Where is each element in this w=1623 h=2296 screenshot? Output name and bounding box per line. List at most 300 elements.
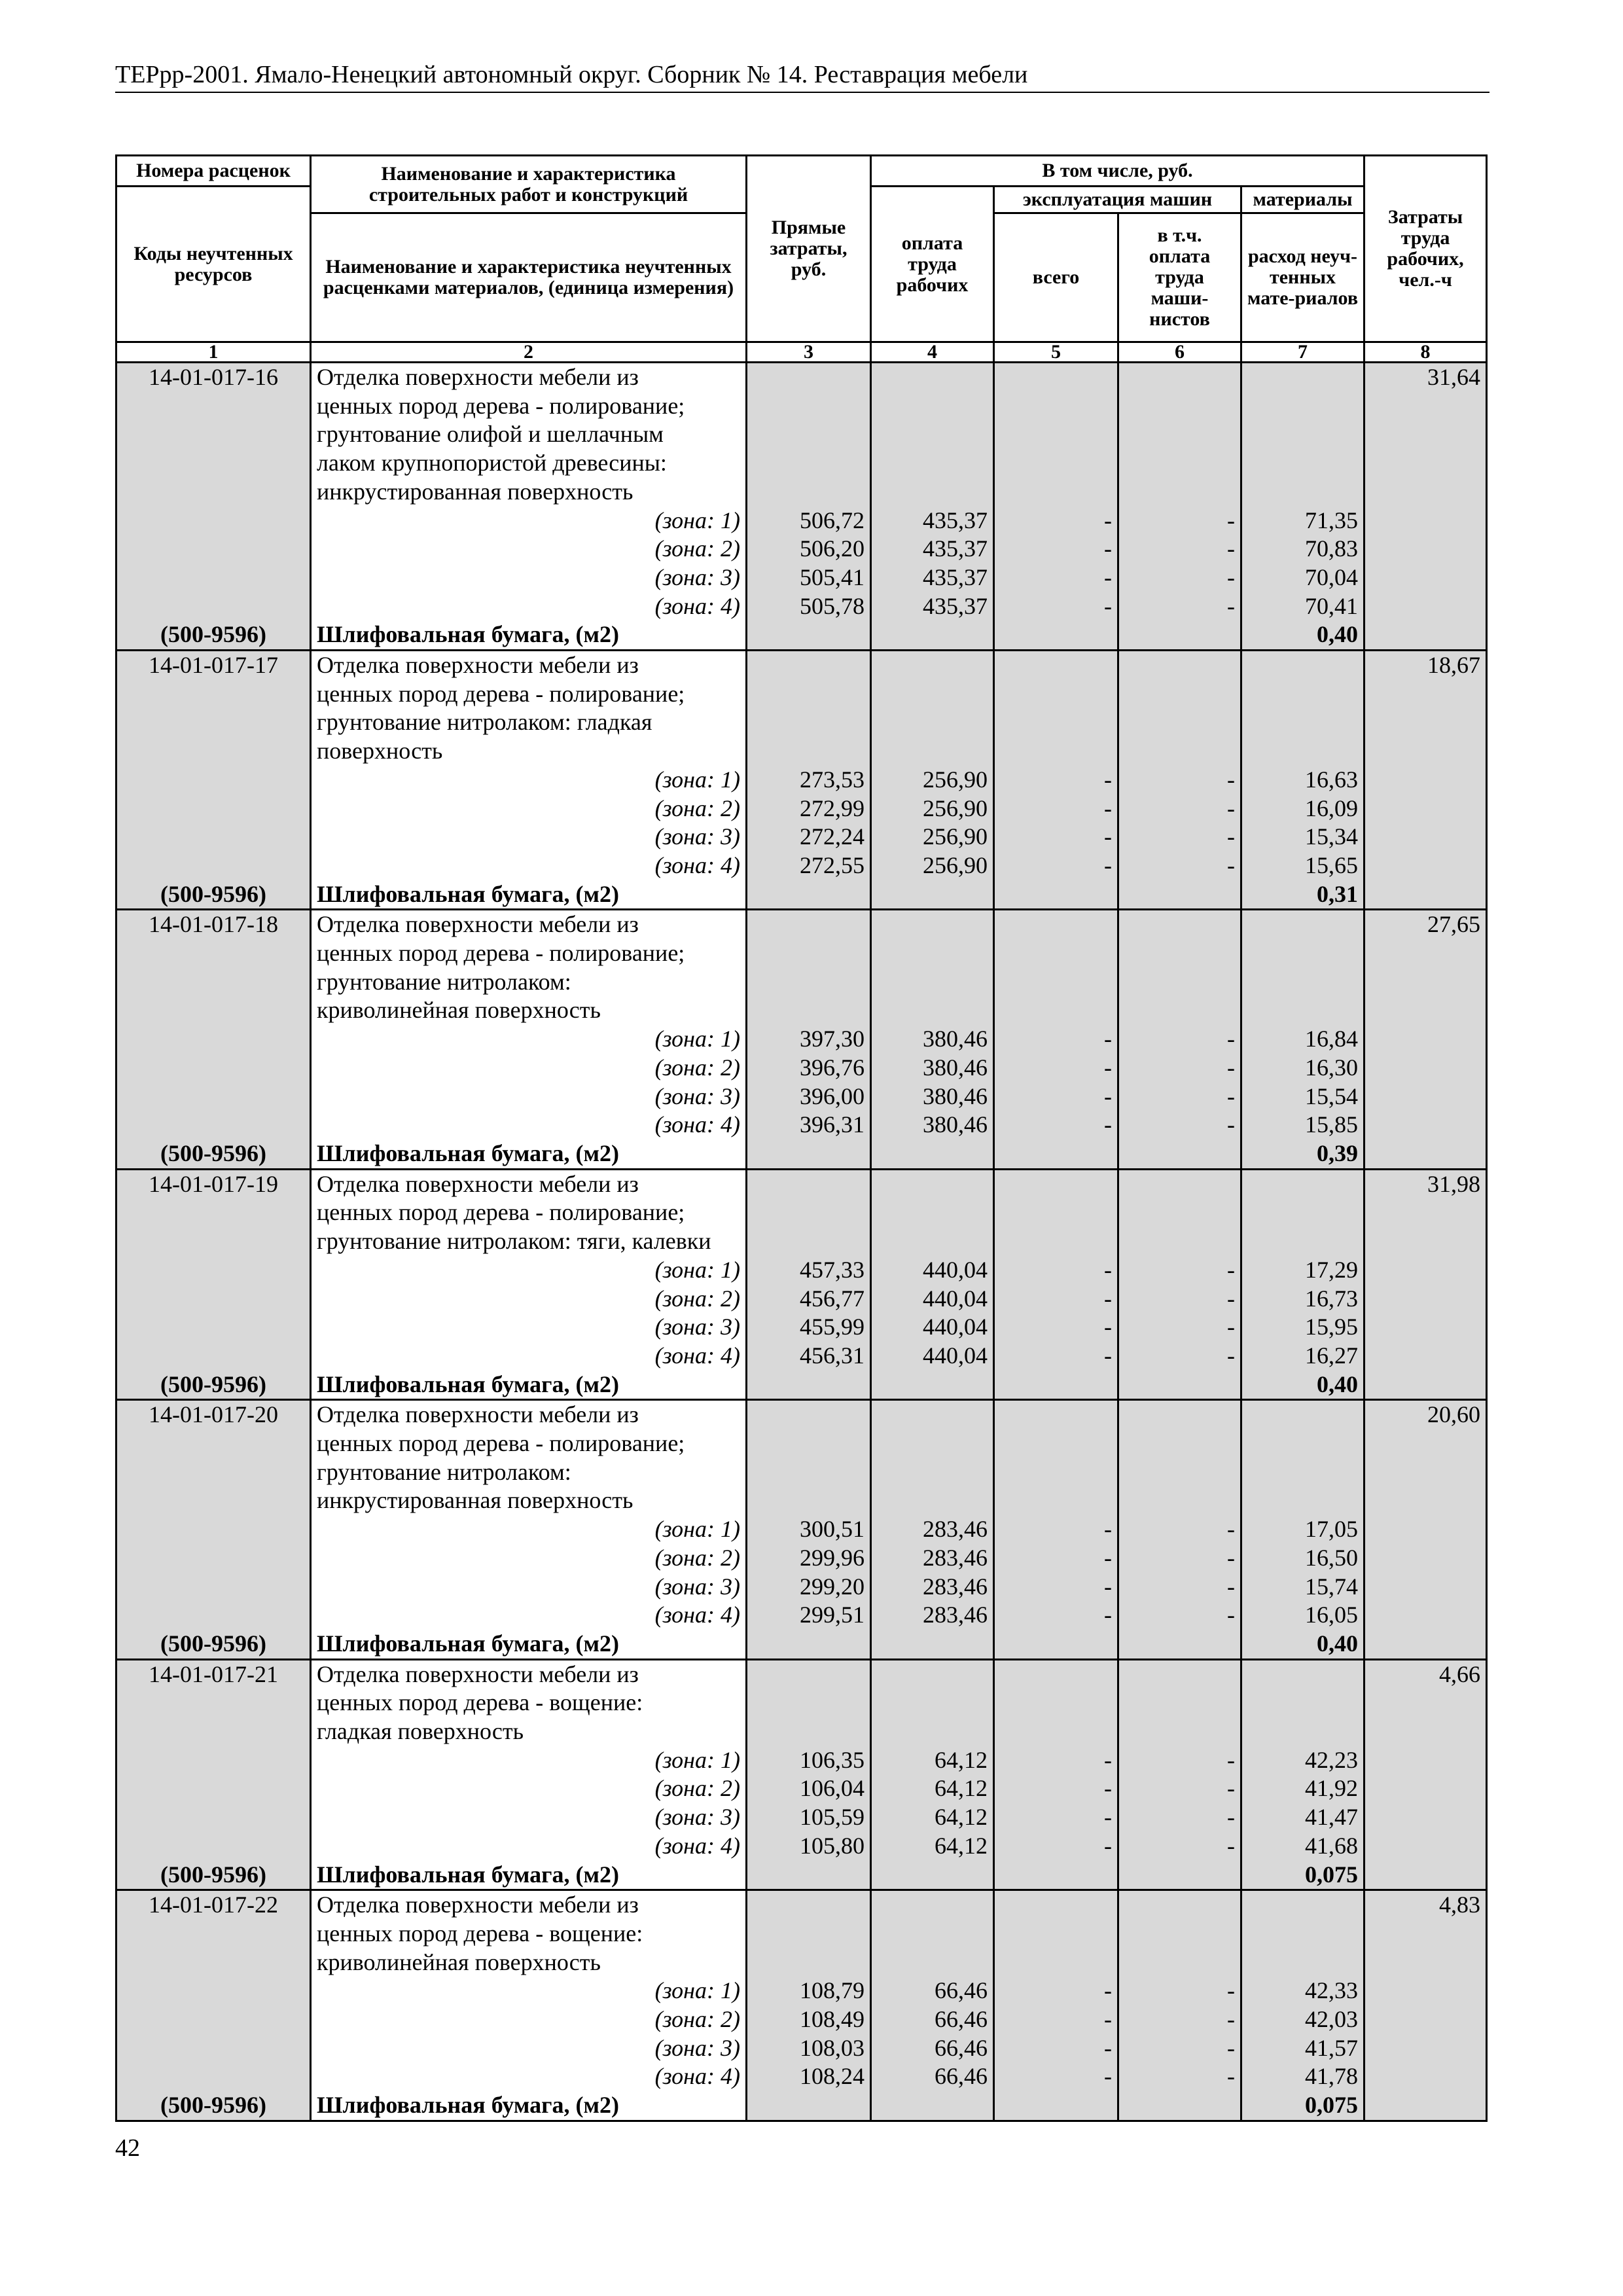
zone-label: (зона: 1) xyxy=(654,1977,740,2004)
rate-code-cell xyxy=(116,363,311,651)
direct-costs-value-cell xyxy=(747,651,871,910)
header-unaccounted-materials: расход неуч-тенных мате-риалов xyxy=(1241,213,1364,342)
zone-label: (зона: 1) xyxy=(654,1746,740,1773)
machines-total-value: - xyxy=(1104,1256,1112,1283)
direct-costs-value: 456,77 xyxy=(800,1285,865,1312)
rate-code: 14-01-017-16 xyxy=(149,364,278,390)
work-description-line: ценных пород дерева - полирование; xyxy=(317,940,685,967)
rate-code-cell xyxy=(116,1890,311,2121)
zone-label: (зона: 2) xyxy=(654,1544,740,1571)
machines-total-value-cell xyxy=(994,910,1118,1169)
direct-costs-value: 396,76 xyxy=(800,1054,865,1081)
machinist-pay-value: - xyxy=(1227,1054,1235,1081)
worker-pay-value: 64,12 xyxy=(935,1775,988,1802)
machinist-pay-value: - xyxy=(1227,1602,1235,1628)
machinist-pay-value: - xyxy=(1227,766,1235,793)
labor-cell xyxy=(1364,1400,1487,1659)
work-description-line: инкрустированная поверхность xyxy=(317,1487,633,1514)
direct-costs-value: 105,59 xyxy=(800,1804,865,1831)
worker-pay-value: 64,12 xyxy=(935,1832,988,1859)
machinist-pay-value-cell xyxy=(1118,651,1241,910)
materials-value: 15,65 xyxy=(1305,852,1359,878)
worker-pay-value: 256,90 xyxy=(923,766,988,793)
work-description-line: ценных пород дерева - полирование; xyxy=(317,680,685,707)
materials-value: 42,23 xyxy=(1305,1746,1359,1773)
zone-label: (зона: 3) xyxy=(654,1573,740,1600)
header-labor: Затраты труда рабочих, чел.-ч xyxy=(1364,156,1487,342)
machinist-pay-value-cell xyxy=(1118,1659,1241,1890)
zone-label: (зона: 3) xyxy=(654,2034,740,2061)
description-cell xyxy=(311,1659,747,1890)
work-description-line: Отделка поверхности мебели из xyxy=(317,1660,639,1687)
work-description-line: криволинейная поверхность xyxy=(317,1948,601,1975)
rate-row xyxy=(116,1400,1487,1659)
machines-total-value-cell xyxy=(994,1659,1118,1890)
labor-value: 31,98 xyxy=(1427,1170,1481,1197)
machinist-pay-value: - xyxy=(1227,1256,1235,1283)
materials-value: 16,05 xyxy=(1305,1602,1359,1628)
machinist-pay-value: - xyxy=(1227,1314,1235,1340)
resource-name: Шлифовальная бумага, (м2) xyxy=(317,1371,619,1397)
machinist-pay-value: - xyxy=(1227,1544,1235,1571)
materials-value-cell xyxy=(1241,363,1364,651)
work-description-line: гладкая поверхность xyxy=(317,1718,524,1745)
direct-costs-value-cell xyxy=(747,1659,871,1890)
header-machines-total: всего xyxy=(994,213,1118,342)
machinist-pay-value: - xyxy=(1227,852,1235,878)
header-worker-pay: оплата труда рабочих xyxy=(871,187,994,342)
materials-value: 41,57 xyxy=(1305,2034,1359,2061)
work-description-line: Отделка поверхности мебели из xyxy=(317,364,639,390)
zone-label: (зона: 2) xyxy=(654,1054,740,1081)
machines-total-value-cell xyxy=(994,1169,1118,1400)
direct-costs-value: 105,80 xyxy=(800,1832,865,1859)
rate-row xyxy=(116,910,1487,1169)
materials-value-cell xyxy=(1241,651,1364,910)
machinist-pay-value-cell xyxy=(1118,910,1241,1169)
description-cell xyxy=(311,1169,747,1400)
resource-code: (500-9596) xyxy=(160,1371,266,1397)
machines-total-value: - xyxy=(1104,507,1112,533)
work-description-line: Отделка поверхности мебели из xyxy=(317,1401,639,1428)
labor-cell xyxy=(1364,363,1487,651)
description-cell xyxy=(311,651,747,910)
zone-label: (зона: 4) xyxy=(654,852,740,878)
header-rate-numbers: Номера расценок xyxy=(116,156,311,187)
direct-costs-value: 299,51 xyxy=(800,1602,865,1628)
direct-costs-value: 273,53 xyxy=(800,766,865,793)
machines-total-value: - xyxy=(1104,1832,1112,1859)
work-description-line: ценных пород дерева - вощение: xyxy=(317,1920,643,1946)
machinist-pay-value-cell xyxy=(1118,1890,1241,2121)
zone-label: (зона: 1) xyxy=(654,766,740,793)
direct-costs-value-cell xyxy=(747,1890,871,2121)
header-material-names: Наименование и характеристика неучтенных расценками материалов, (единица измерения) xyxy=(311,213,747,342)
labor-value: 4,66 xyxy=(1439,1660,1481,1687)
zone-label: (зона: 3) xyxy=(654,823,740,850)
worker-pay-value: 380,46 xyxy=(923,1054,988,1081)
work-description-line: грунтование нитролаком: гладкая xyxy=(317,709,652,736)
labor-cell xyxy=(1364,910,1487,1169)
materials-value: 70,83 xyxy=(1305,535,1359,562)
zone-label: (зона: 3) xyxy=(654,564,740,590)
direct-costs-value: 505,78 xyxy=(800,592,865,619)
worker-pay-value-cell xyxy=(871,1890,994,2121)
work-description-line: ценных пород дерева - полирование; xyxy=(317,392,685,419)
resource-quantity: 0,40 xyxy=(1317,1630,1359,1657)
work-description-line: Отделка поверхности мебели из xyxy=(317,1170,639,1197)
zone-label: (зона: 1) xyxy=(654,1026,740,1052)
direct-costs-value-cell xyxy=(747,1169,871,1400)
worker-pay-value-cell xyxy=(871,1169,994,1400)
col-number: 4 xyxy=(871,342,994,363)
machines-total-value: - xyxy=(1104,766,1112,793)
resource-quantity: 0,075 xyxy=(1305,1861,1359,1888)
work-description-line: поверхность xyxy=(317,738,443,764)
header-machines: эксплуатация машин xyxy=(994,187,1241,213)
rate-code-cell xyxy=(116,1169,311,1400)
worker-pay-value: 435,37 xyxy=(923,535,988,562)
materials-value-cell xyxy=(1241,1169,1364,1400)
machines-total-value: - xyxy=(1104,1544,1112,1571)
resource-code: (500-9596) xyxy=(160,621,266,648)
labor-value: 27,65 xyxy=(1427,911,1481,938)
machinist-pay-value: - xyxy=(1227,1746,1235,1773)
materials-value: 71,35 xyxy=(1305,507,1359,533)
direct-costs-value: 505,41 xyxy=(800,564,865,590)
rate-code: 14-01-017-18 xyxy=(149,911,278,938)
worker-pay-value: 66,46 xyxy=(935,1977,988,2004)
resource-quantity: 0,075 xyxy=(1305,2092,1359,2119)
zone-label: (зона: 4) xyxy=(654,592,740,619)
header-including: В том числе, руб. xyxy=(871,156,1364,187)
materials-value-cell xyxy=(1241,1659,1364,1890)
machines-total-value: - xyxy=(1104,1775,1112,1802)
machinist-pay-value: - xyxy=(1227,1516,1235,1543)
work-description-line: инкрустированная поверхность xyxy=(317,478,633,505)
zone-label: (зона: 1) xyxy=(654,507,740,533)
labor-value: 31,64 xyxy=(1427,364,1481,390)
materials-value: 70,41 xyxy=(1305,592,1359,619)
worker-pay-value: 66,46 xyxy=(935,2006,988,2033)
direct-costs-value: 106,04 xyxy=(800,1775,865,1802)
col-number: 8 xyxy=(1364,342,1487,363)
machines-total-value: - xyxy=(1104,1746,1112,1773)
labor-cell xyxy=(1364,1659,1487,1890)
machinist-pay-value: - xyxy=(1227,2006,1235,2033)
direct-costs-value: 108,03 xyxy=(800,2034,865,2061)
zone-label: (зона: 3) xyxy=(654,1314,740,1340)
worker-pay-value: 283,46 xyxy=(923,1516,988,1543)
worker-pay-value: 440,04 xyxy=(923,1285,988,1312)
worker-pay-value: 256,90 xyxy=(923,795,988,821)
resource-name: Шлифовальная бумага, (м2) xyxy=(317,1139,619,1166)
resource-quantity: 0,31 xyxy=(1317,880,1359,907)
materials-value: 16,50 xyxy=(1305,1544,1359,1571)
machines-total-value: - xyxy=(1104,1342,1112,1369)
machines-total-value: - xyxy=(1104,1054,1112,1081)
work-description-line: криволинейная поверхность xyxy=(317,997,601,1024)
labor-cell xyxy=(1364,1169,1487,1400)
worker-pay-value-cell xyxy=(871,1400,994,1659)
machinist-pay-value: - xyxy=(1227,592,1235,619)
materials-value: 15,74 xyxy=(1305,1573,1359,1600)
direct-costs-value-cell xyxy=(747,910,871,1169)
materials-value: 17,29 xyxy=(1305,1256,1359,1283)
materials-value: 16,27 xyxy=(1305,1342,1359,1369)
machinist-pay-value: - xyxy=(1227,2034,1235,2061)
machinist-pay-value: - xyxy=(1227,795,1235,821)
work-description-line: Отделка поверхности мебели из xyxy=(317,1892,639,1918)
work-description-line: лаком крупнопористой древесины: xyxy=(317,450,667,476)
zone-label: (зона: 2) xyxy=(654,2006,740,2033)
rate-code-cell xyxy=(116,910,311,1169)
materials-value: 15,54 xyxy=(1305,1083,1359,1109)
worker-pay-value: 435,37 xyxy=(923,507,988,533)
description-cell xyxy=(311,1400,747,1659)
direct-costs-value-cell xyxy=(747,1400,871,1659)
worker-pay-value: 283,46 xyxy=(923,1602,988,1628)
work-description-line: ценных пород дерева - полирование; xyxy=(317,1199,685,1226)
direct-costs-value: 455,99 xyxy=(800,1314,865,1340)
materials-value: 16,09 xyxy=(1305,795,1359,821)
work-description-line: грунтование нитролаком: xyxy=(317,968,571,995)
zone-label: (зона: 1) xyxy=(654,1256,740,1283)
direct-costs-value: 397,30 xyxy=(800,1026,865,1052)
resource-code: (500-9596) xyxy=(160,1630,266,1657)
machinist-pay-value: - xyxy=(1227,507,1235,533)
rate-code: 14-01-017-22 xyxy=(149,1892,278,1918)
worker-pay-value: 440,04 xyxy=(923,1342,988,1369)
work-description-line: грунтование нитролаком: тяги, калевки xyxy=(317,1228,711,1255)
materials-value-cell xyxy=(1241,1400,1364,1659)
worker-pay-value: 380,46 xyxy=(923,1083,988,1109)
worker-pay-value: 64,12 xyxy=(935,1746,988,1773)
machines-total-value: - xyxy=(1104,1804,1112,1831)
rate-code-cell xyxy=(116,1400,311,1659)
materials-value: 41,92 xyxy=(1305,1775,1359,1802)
work-description-line: ценных пород дерева - полирование; xyxy=(317,1430,685,1457)
labor-value: 20,60 xyxy=(1427,1401,1481,1428)
worker-pay-value-cell xyxy=(871,363,994,651)
work-description-line: ценных пород дерева - вощение: xyxy=(317,1689,643,1716)
machines-total-value: - xyxy=(1104,1314,1112,1340)
machinist-pay-value: - xyxy=(1227,535,1235,562)
machines-total-value: - xyxy=(1104,1602,1112,1628)
machines-total-value: - xyxy=(1104,1026,1112,1052)
worker-pay-value: 440,04 xyxy=(923,1256,988,1283)
machinist-pay-value: - xyxy=(1227,823,1235,850)
direct-costs-value: 300,51 xyxy=(800,1516,865,1543)
machines-total-value: - xyxy=(1104,1977,1112,2004)
zone-label: (зона: 4) xyxy=(654,2063,740,2090)
materials-value: 16,63 xyxy=(1305,766,1359,793)
machines-total-value: - xyxy=(1104,795,1112,821)
zone-label: (зона: 4) xyxy=(654,1111,740,1138)
direct-costs-value: 457,33 xyxy=(800,1256,865,1283)
direct-costs-value: 396,31 xyxy=(800,1111,865,1138)
zone-label: (зона: 4) xyxy=(654,1602,740,1628)
machines-total-value: - xyxy=(1104,2006,1112,2033)
work-description-line: грунтование нитролаком: xyxy=(317,1458,571,1485)
page-number: 42 xyxy=(115,2134,140,2162)
header-direct-costs: Прямые затраты, руб. xyxy=(747,156,871,342)
work-description-line: Отделка поверхности мебели из xyxy=(317,911,639,938)
machinist-pay-value-cell xyxy=(1118,1400,1241,1659)
description-cell xyxy=(311,1890,747,2121)
machines-total-value: - xyxy=(1104,2063,1112,2090)
machines-total-value: - xyxy=(1104,592,1112,619)
resource-code: (500-9596) xyxy=(160,880,266,907)
resource-quantity: 0,39 xyxy=(1317,1139,1359,1166)
worker-pay-value-cell xyxy=(871,651,994,910)
direct-costs-value: 506,72 xyxy=(800,507,865,533)
machinist-pay-value: - xyxy=(1227,1832,1235,1859)
worker-pay-value: 66,46 xyxy=(935,2063,988,2090)
machinist-pay-value: - xyxy=(1227,1285,1235,1312)
labor-cell xyxy=(1364,1890,1487,2121)
work-description-line: Отделка поверхности мебели из xyxy=(317,652,639,679)
machinist-pay-value: - xyxy=(1227,1083,1235,1109)
zone-label: (зона: 1) xyxy=(654,1516,740,1543)
header-work-name: Наименование и характеристика строительных работ и конструкций xyxy=(311,156,747,213)
description-cell xyxy=(311,363,747,651)
rate-row xyxy=(116,1890,1487,2121)
header-machinist-pay: в т.ч. оплата труда маши-нистов xyxy=(1118,213,1241,342)
worker-pay-value: 440,04 xyxy=(923,1314,988,1340)
rate-row xyxy=(116,651,1487,910)
machines-total-value-cell xyxy=(994,651,1118,910)
worker-pay-value: 283,46 xyxy=(923,1544,988,1571)
rate-row xyxy=(116,1169,1487,1400)
rate-row xyxy=(116,363,1487,651)
rates-table-body xyxy=(116,363,1487,2121)
machines-total-value-cell xyxy=(994,1890,1118,2121)
rate-code: 14-01-017-17 xyxy=(149,652,278,679)
col-number: 5 xyxy=(994,342,1118,363)
rate-code-cell xyxy=(116,1659,311,1890)
materials-value: 16,73 xyxy=(1305,1285,1359,1312)
col-number: 3 xyxy=(747,342,871,363)
resource-name: Шлифовальная бумага, (м2) xyxy=(317,880,619,907)
labor-value: 18,67 xyxy=(1427,652,1481,679)
materials-value: 41,47 xyxy=(1305,1804,1359,1831)
direct-costs-value: 272,24 xyxy=(800,823,865,850)
materials-value: 16,84 xyxy=(1305,1026,1359,1052)
materials-value-cell xyxy=(1241,1890,1364,2121)
worker-pay-value: 380,46 xyxy=(923,1111,988,1138)
machines-total-value-cell xyxy=(994,363,1118,651)
direct-costs-value: 506,20 xyxy=(800,535,865,562)
machinist-pay-value: - xyxy=(1227,1573,1235,1600)
machinist-pay-value: - xyxy=(1227,2063,1235,2090)
worker-pay-value: 435,37 xyxy=(923,564,988,590)
materials-value: 42,03 xyxy=(1305,2006,1359,2033)
machines-total-value: - xyxy=(1104,564,1112,590)
direct-costs-value: 272,55 xyxy=(800,852,865,878)
materials-value: 41,68 xyxy=(1305,1832,1359,1859)
worker-pay-value-cell xyxy=(871,910,994,1169)
direct-costs-value: 272,99 xyxy=(800,795,865,821)
zone-label: (зона: 2) xyxy=(654,795,740,821)
resource-name: Шлифовальная бумага, (м2) xyxy=(317,1630,619,1657)
direct-costs-value: 299,96 xyxy=(800,1544,865,1571)
col-number: 2 xyxy=(311,342,747,363)
col-number: 7 xyxy=(1241,342,1364,363)
materials-value: 15,34 xyxy=(1305,823,1359,850)
zone-label: (зона: 2) xyxy=(654,535,740,562)
page-header: ТЕРрр-2001. Ямало-Ненецкий автономный округ. Сборник № 14. Реставрация мебели xyxy=(115,58,1489,93)
labor-cell xyxy=(1364,651,1487,910)
machines-total-value: - xyxy=(1104,535,1112,562)
resource-name: Шлифовальная бумага, (м2) xyxy=(317,1861,619,1888)
direct-costs-value: 108,49 xyxy=(800,2006,865,2033)
direct-costs-value: 396,00 xyxy=(800,1083,865,1109)
work-description-line: грунтование олифой и шеллачным xyxy=(317,421,664,448)
direct-costs-value: 456,31 xyxy=(800,1342,865,1369)
resource-name: Шлифовальная бумага, (м2) xyxy=(317,2092,619,2119)
machinist-pay-value: - xyxy=(1227,564,1235,590)
worker-pay-value-cell xyxy=(871,1659,994,1890)
worker-pay-value: 256,90 xyxy=(923,852,988,878)
rates-table xyxy=(115,154,1488,2122)
machines-total-value: - xyxy=(1104,1083,1112,1109)
materials-value: 15,85 xyxy=(1305,1111,1359,1138)
direct-costs-value: 108,79 xyxy=(800,1977,865,2004)
zone-label: (зона: 3) xyxy=(654,1804,740,1831)
zone-label: (зона: 2) xyxy=(654,1775,740,1802)
header-resource-codes: Коды неучтенных ресурсов xyxy=(116,187,311,342)
direct-costs-value: 299,20 xyxy=(800,1573,865,1600)
rate-row xyxy=(116,1659,1487,1890)
rate-code: 14-01-017-20 xyxy=(149,1401,278,1428)
machines-total-value: - xyxy=(1104,1285,1112,1312)
labor-value: 4,83 xyxy=(1439,1892,1481,1918)
resource-quantity: 0,40 xyxy=(1317,1371,1359,1397)
materials-value: 15,95 xyxy=(1305,1314,1359,1340)
machinist-pay-value: - xyxy=(1227,1111,1235,1138)
worker-pay-value: 283,46 xyxy=(923,1573,988,1600)
machines-total-value: - xyxy=(1104,823,1112,850)
col-number: 1 xyxy=(116,342,311,363)
materials-value: 41,78 xyxy=(1305,2063,1359,2090)
materials-value: 70,04 xyxy=(1305,564,1359,590)
resource-code: (500-9596) xyxy=(160,2092,266,2119)
zone-label: (зона: 3) xyxy=(654,1083,740,1109)
rate-code: 14-01-017-19 xyxy=(149,1170,278,1197)
description-cell xyxy=(311,910,747,1169)
machinist-pay-value: - xyxy=(1227,1342,1235,1369)
zone-label: (зона: 4) xyxy=(654,1342,740,1369)
materials-value: 42,33 xyxy=(1305,1977,1359,2004)
resource-name: Шлифовальная бумага, (м2) xyxy=(317,621,619,648)
worker-pay-value: 256,90 xyxy=(923,823,988,850)
machinist-pay-value-cell xyxy=(1118,363,1241,651)
direct-costs-value-cell xyxy=(747,363,871,651)
worker-pay-value: 435,37 xyxy=(923,592,988,619)
machinist-pay-value: - xyxy=(1227,1977,1235,2004)
col-number: 6 xyxy=(1118,342,1241,363)
zone-label: (зона: 4) xyxy=(654,1832,740,1859)
resource-code: (500-9596) xyxy=(160,1861,266,1888)
worker-pay-value: 380,46 xyxy=(923,1026,988,1052)
resource-quantity: 0,40 xyxy=(1317,621,1359,648)
worker-pay-value: 64,12 xyxy=(935,1804,988,1831)
materials-value-cell xyxy=(1241,910,1364,1169)
zone-label: (зона: 2) xyxy=(654,1285,740,1312)
worker-pay-value: 66,46 xyxy=(935,2034,988,2061)
machinist-pay-value: - xyxy=(1227,1775,1235,1802)
